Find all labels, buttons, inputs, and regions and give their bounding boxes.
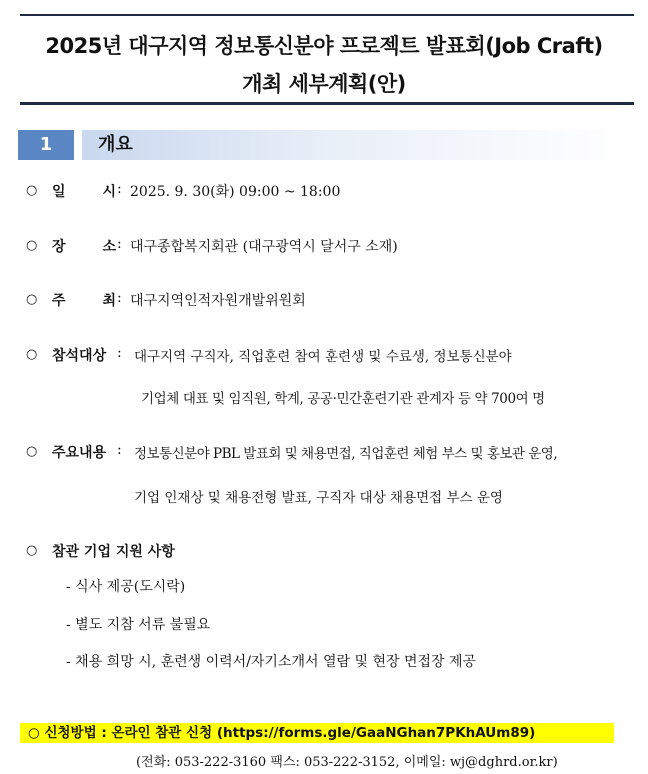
date-label-text: 일 시 bbox=[52, 184, 116, 200]
content-line1: 정보통신분야 PBL 발표회 및 채용면접, 직업훈련 체험 부스 및 홍보관 운영, bbox=[134, 446, 558, 462]
venue-colon: : bbox=[117, 236, 122, 252]
section-bar bbox=[82, 130, 634, 160]
bullet-icon: ○ bbox=[26, 238, 38, 253]
section-number: 1 bbox=[18, 130, 74, 160]
venue-label-text: 장 소 bbox=[52, 239, 116, 255]
bullet-icon: ○ bbox=[26, 292, 38, 307]
date-label bbox=[52, 181, 116, 201]
host-value: 대구지역인적자원개발위원회 bbox=[130, 293, 306, 309]
attendees-line1: 대구지역 구직자, 직업훈련 참여 훈련생 및 수료생, 정보통신분야 bbox=[134, 349, 512, 365]
bullet-icon: ○ bbox=[26, 183, 38, 198]
host-label-text: 주 최 bbox=[52, 293, 116, 309]
section-title: 개요 bbox=[98, 134, 133, 155]
content-colon: : bbox=[117, 442, 122, 458]
bullet-icon: ○ bbox=[26, 347, 38, 362]
bullet-icon: ○ bbox=[26, 543, 38, 558]
bullet-icon: ○ bbox=[26, 444, 38, 459]
content-label: 주요내용 bbox=[52, 445, 107, 461]
apply-link[interactable]: ○ 신청방법 : 온라인 참관 신청 (https://forms.gle/GaaNGhan7PKhAUm89) bbox=[28, 725, 536, 741]
host-label bbox=[52, 290, 116, 310]
contact-info: (전화: 053-222-3160 팩스: 053-222-3152, 이메일: wj@dghrd.or.kr) bbox=[136, 755, 558, 770]
attendees-label: 참석대상 bbox=[52, 348, 107, 364]
support-subitem: - 채용 희망 시, 훈련생 이력서/자기소개서 열람 및 현장 면접장 제공 bbox=[66, 654, 477, 670]
date-value: 2025. 9. 30(화) 09:00 ~ 18:00 bbox=[130, 184, 341, 200]
host-colon: : bbox=[117, 290, 122, 306]
support-label: 참관 기업 지원 사항 bbox=[52, 544, 175, 560]
top-rule bbox=[20, 14, 634, 16]
venue-value: 대구종합복지회관 (대구광역시 달서구 소재) bbox=[130, 239, 398, 255]
bottom-rule bbox=[20, 102, 634, 105]
content-line2: 기업 인재상 및 채용전형 발표, 구직자 대상 채용면접 부스 운영 bbox=[134, 490, 503, 506]
page-title-line1: 2025년 대구지역 정보통신분야 프로젝트 발표회(Job Craft) bbox=[45, 34, 603, 58]
page-title-line2: 개최 세부계획(안) bbox=[242, 72, 406, 96]
support-subitem: - 식사 제공(도시락) bbox=[66, 579, 186, 595]
date-colon: : bbox=[117, 181, 122, 197]
attendees-line2: 기업체 대표 및 임직원, 학계, 공공·민간훈련기관 관계자 등 약 700여 명 bbox=[141, 391, 545, 407]
support-subitem: - 별도 지참 서류 불필요 bbox=[66, 617, 211, 633]
attendees-colon: : bbox=[117, 345, 122, 361]
venue-label bbox=[52, 236, 116, 256]
